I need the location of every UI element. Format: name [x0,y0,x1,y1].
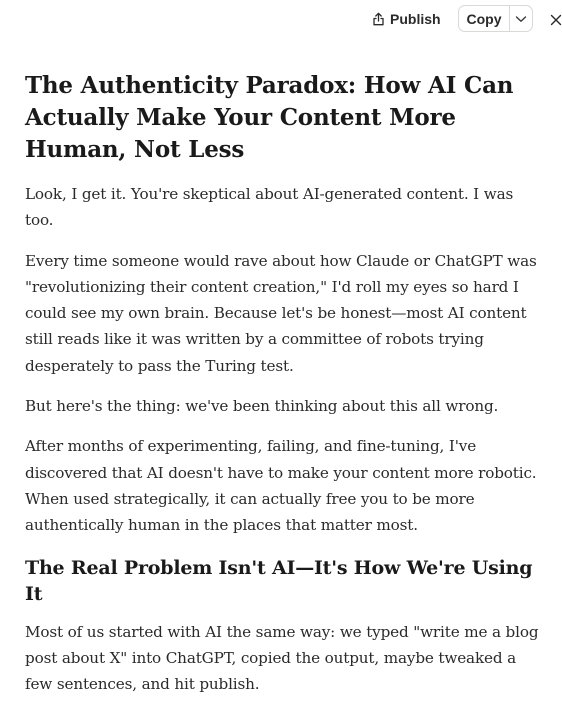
share-upload-icon [372,12,385,26]
section-heading: The Real Problem Isn't AI—It's How We're Using It [25,556,533,605]
close-icon [550,11,562,30]
document-content [25,70,545,711]
document-title: The Authenticity Paradox: How AI Can Actually Make Your Content More Human, Not Less [25,72,514,163]
document-toolbar [0,0,562,38]
paragraph: But here's the thing: we've been thinking about this all wrong. [25,397,499,416]
copy-options-dropdown[interactable] [510,6,532,31]
close-button[interactable] [550,11,562,25]
publish-button[interactable] [366,6,447,32]
publish-label: Publish [390,11,441,27]
paragraph: Look, I get it. You're skeptical about AI-generated content. I was too. [25,185,514,230]
copy-button[interactable]: Copy [459,6,510,31]
chevron-down-icon [515,10,527,28]
paragraph: Most of us started with AI the same way: we typed "write me a blog post about X" into ChatGPT, copied the output, maybe tweaked a few sentences, and hit publish. [25,622,539,694]
copy-button-group [458,5,533,32]
paragraph: After months of experimenting, failing, and fine-tuning, I've discovered that AI doesn't have to make your content more robotic. When used strategically, it can actually free you to be more authentically human in the places that matter most. [25,437,537,535]
paragraph: Every time someone would rave about how Claude or ChatGPT was "revolutionizing their content creation," I'd roll my eyes so hard I could see my own brain. Because let's be honest—most AI content still reads like it was written by a committee of robots trying desperately to pass the Turing test. [25,251,537,375]
